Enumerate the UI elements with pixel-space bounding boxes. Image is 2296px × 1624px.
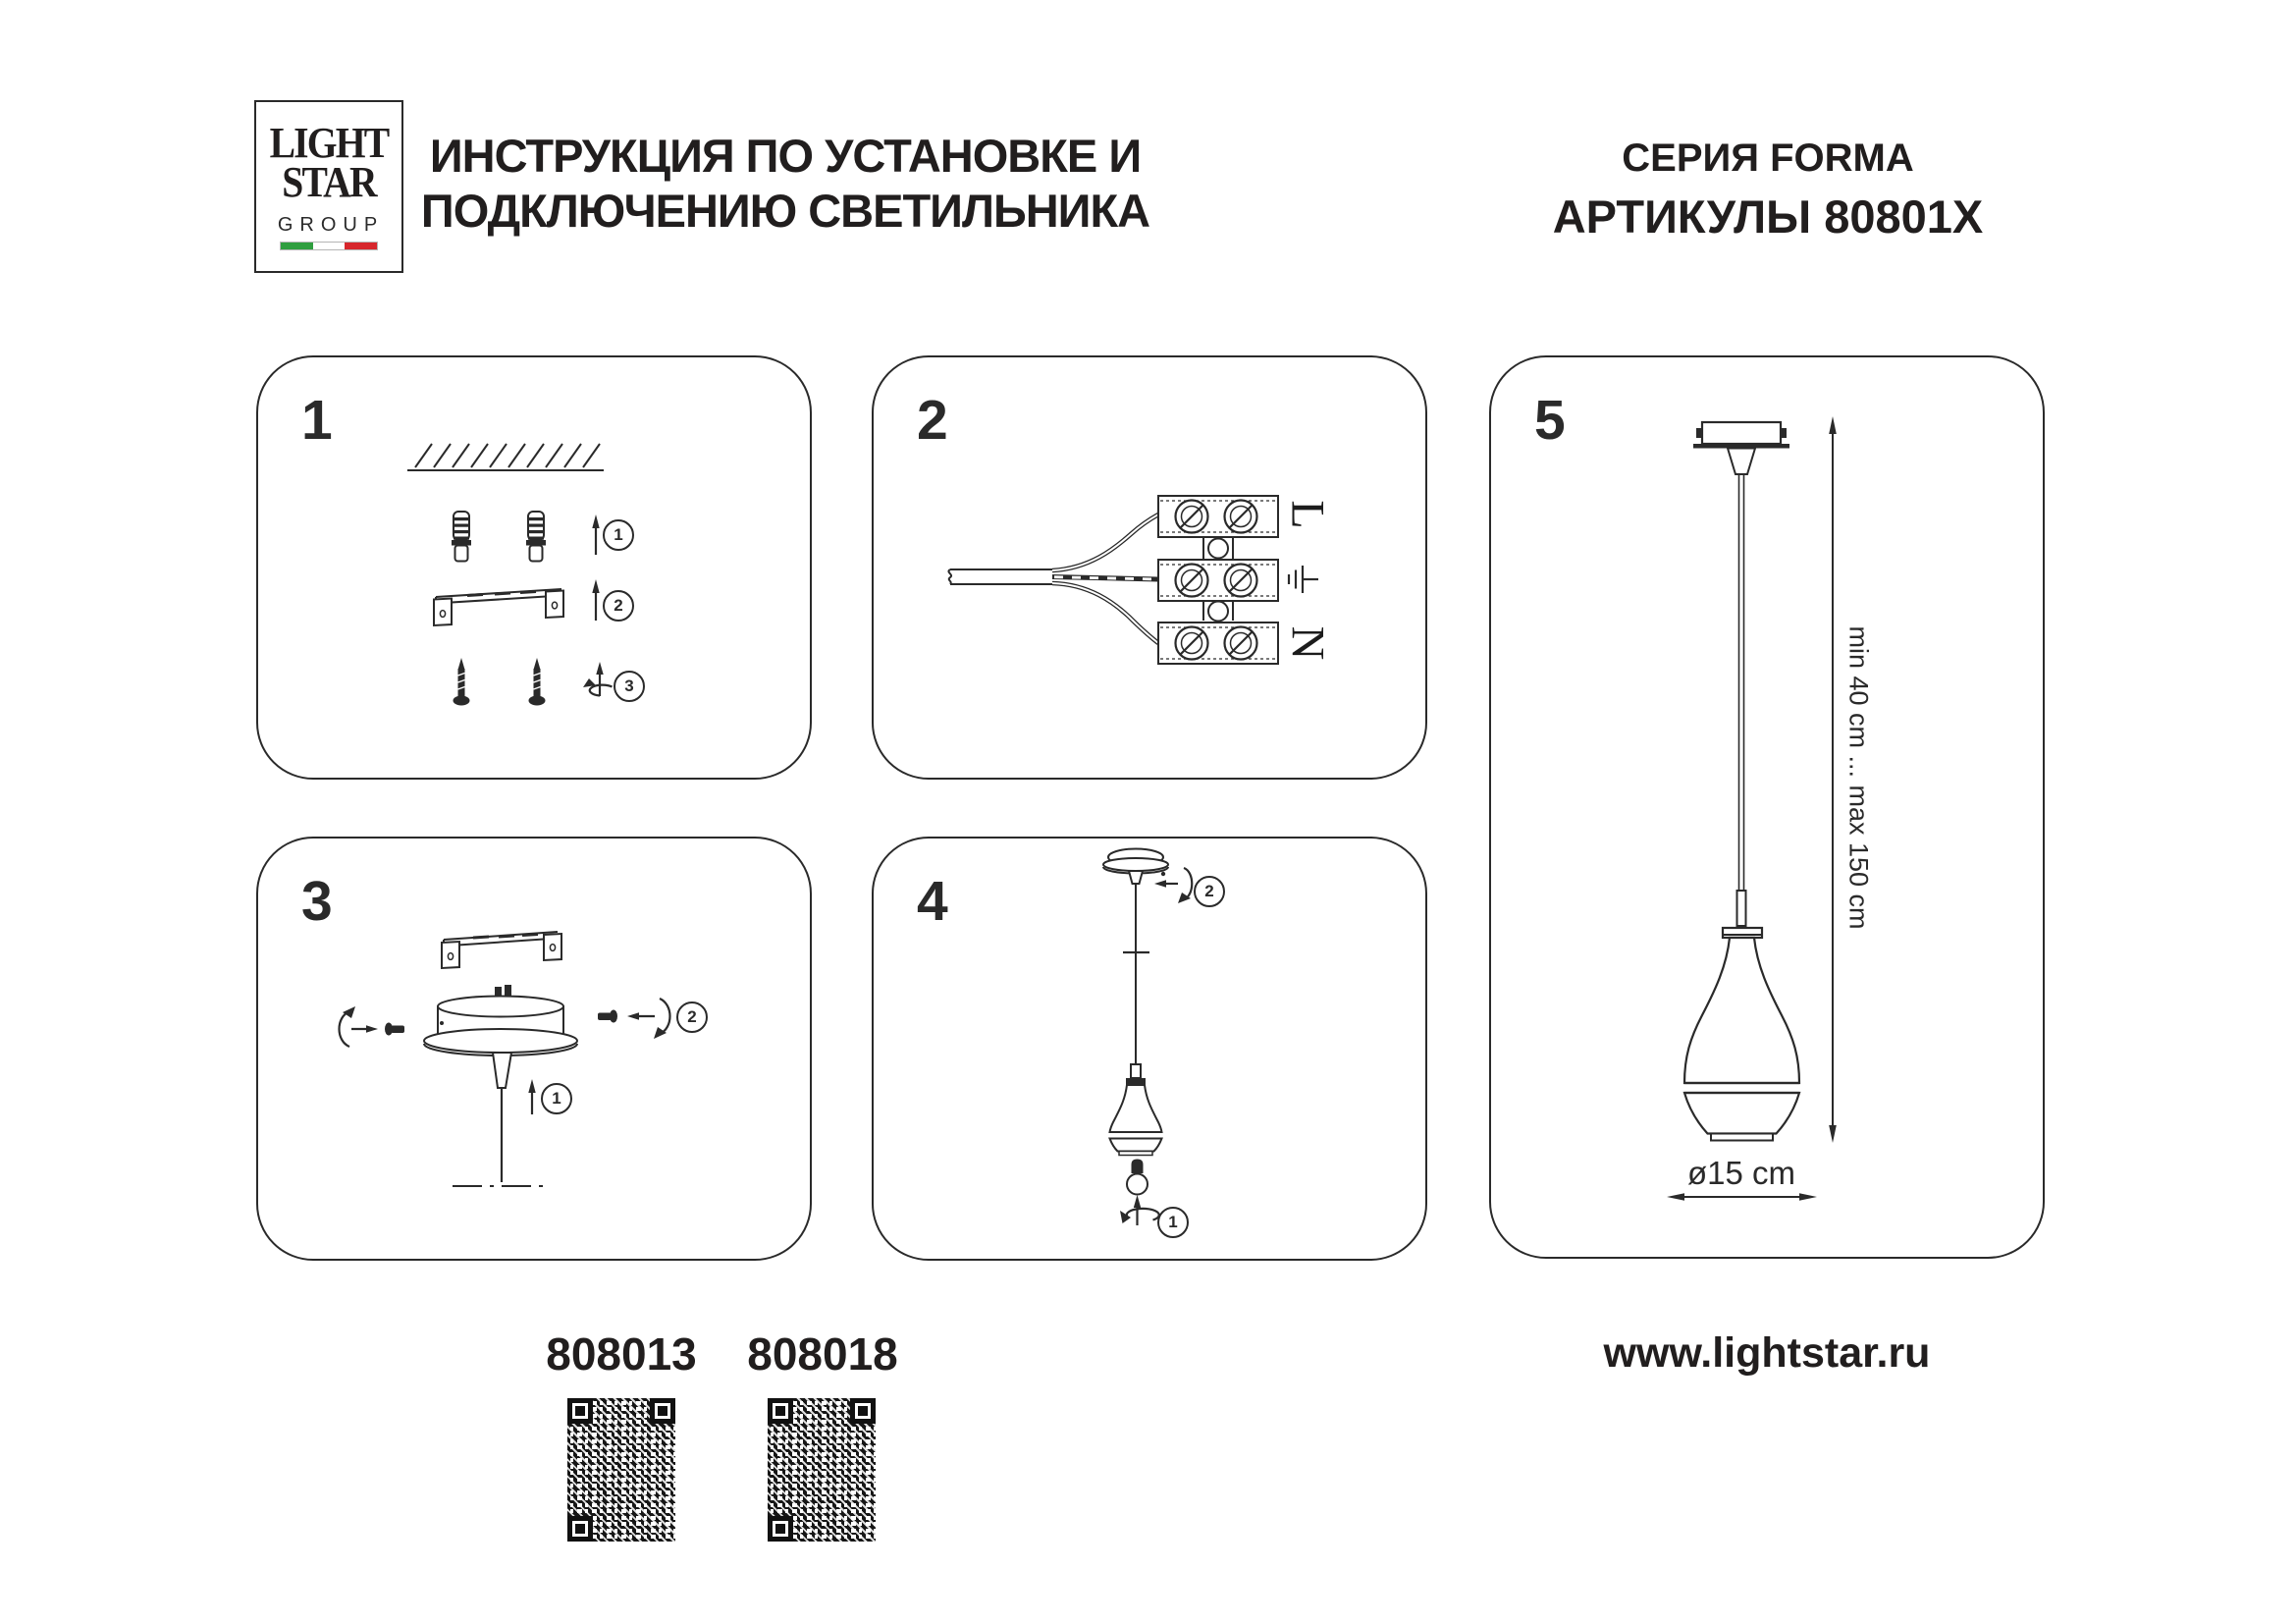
step-1-panel (256, 355, 812, 780)
step-badge: 1 (541, 1083, 572, 1114)
wall-plug-icon (526, 512, 546, 562)
bulb-icon (1127, 1160, 1148, 1195)
ceiling-canopy-icon (1693, 422, 1789, 474)
article-number-left: 808013 (546, 1328, 697, 1380)
logo-word-star: STAR (282, 158, 376, 206)
terminal-block-icon (1158, 496, 1278, 664)
bulb-rotation-icon (1120, 1195, 1159, 1225)
step-2-drawing (874, 357, 1425, 778)
article-number-right: 808018 (747, 1328, 898, 1380)
diameter-dimension-arrow (1667, 1193, 1817, 1201)
series-name: СЕРИЯ FORMA (1622, 136, 1914, 180)
step-1-number: 1 (301, 389, 333, 452)
step-badge: 2 (603, 590, 634, 622)
arrow-up-icon (528, 1079, 535, 1114)
screw-icon (598, 1010, 617, 1023)
qr-finder-icon (567, 1398, 593, 1424)
step-badge: 2 (1194, 876, 1225, 907)
qr-finder-icon (768, 1516, 793, 1542)
step-badge: 3 (614, 671, 645, 702)
step-2-number: 2 (917, 389, 948, 452)
qr-finder-icon (567, 1516, 593, 1542)
cord-rotation-icon (1154, 868, 1192, 903)
height-dimension-line (1829, 416, 1837, 1143)
step-5-number: 5 (1534, 389, 1566, 452)
wall-plug-icon (452, 512, 471, 562)
step-4-number: 4 (917, 870, 948, 933)
page-title (324, 129, 1247, 239)
step-4-drawing (874, 839, 1425, 1259)
step-2-panel (872, 355, 1427, 780)
step-3-number: 3 (301, 870, 333, 933)
terminal-label-neutral: N (1281, 625, 1334, 661)
step-5-panel (1489, 355, 2045, 1259)
screw-rotation-icon (340, 1006, 379, 1047)
page-title-line2: ПОДКЛЮЧЕНИЮ СВЕТИЛЬНИКА (420, 185, 1150, 237)
screw-rotation-icon (583, 662, 613, 696)
qr-code-808018 (768, 1398, 876, 1542)
page-title-line1: ИНСТРУКЦИЯ ПО УСТАНОВКЕ И (429, 130, 1142, 182)
step-badge: 1 (603, 519, 634, 551)
flag-green-stripe (281, 243, 313, 249)
step-5-drawing (1491, 357, 2043, 1257)
qr-code-808013 (567, 1398, 675, 1542)
logo-word-light: LIGHT (269, 119, 389, 167)
screw-icon (385, 1023, 404, 1036)
flag-white-stripe (313, 243, 346, 249)
qr-finder-icon (850, 1398, 876, 1424)
canopy-icon (1103, 849, 1168, 885)
diameter-label: ø15 cm (1686, 1155, 1796, 1191)
suspension-cable-icon (1123, 884, 1149, 1078)
step-badge: 2 (676, 1001, 708, 1033)
articles-code: АРТИКУЛЫ 80801X (1552, 190, 1984, 243)
website-link: www.lightstar.ru (1603, 1329, 1931, 1377)
step-3-drawing (258, 839, 810, 1259)
terminal-label-live: L (1281, 500, 1334, 529)
mounting-bracket-icon (442, 932, 561, 968)
step-3-panel (256, 837, 812, 1261)
step-4-panel (872, 837, 1427, 1261)
qr-finder-icon (768, 1398, 793, 1424)
pendant-shade-icon (1684, 928, 1799, 1141)
arrow-up-icon (592, 579, 599, 621)
italian-flag-icon (280, 242, 378, 250)
arrow-up-icon (592, 514, 599, 555)
logo-word-group: GROUP (277, 214, 385, 236)
screw-rotation-icon (627, 999, 670, 1039)
screw-icon (529, 658, 546, 706)
mains-cable-icon (948, 514, 1158, 643)
height-range-label: min 40 cm ... max 150 cm (1843, 625, 1874, 930)
earth-symbol-icon (1289, 566, 1318, 593)
suspension-cable-icon (1737, 474, 1746, 926)
step-1-drawing (258, 357, 810, 778)
flag-red-stripe (345, 243, 377, 249)
step-badge: 1 (1157, 1207, 1189, 1238)
qr-finder-icon (650, 1398, 675, 1424)
screw-icon (454, 658, 470, 706)
pendant-shade-icon (1109, 1078, 1162, 1156)
mounting-bracket-icon (434, 589, 563, 625)
ceiling-hatch-icon (407, 444, 604, 470)
